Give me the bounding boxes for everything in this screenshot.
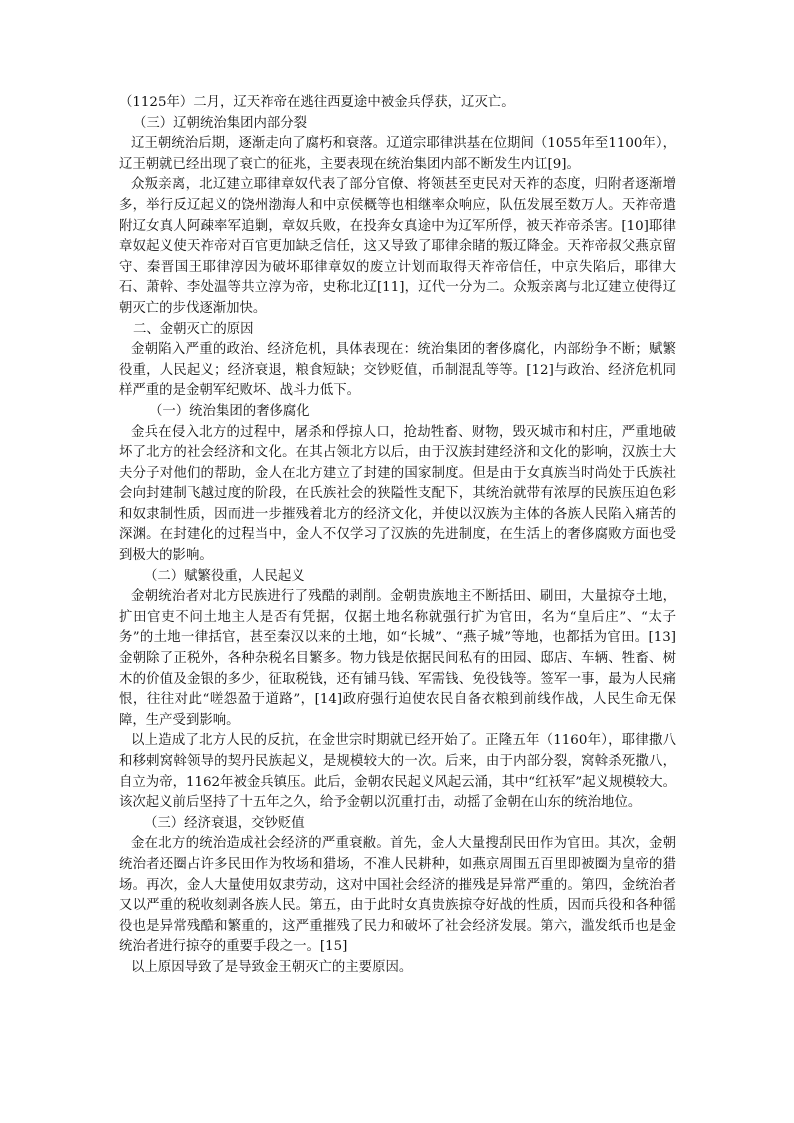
paragraph: 辽王朝统治后期，逐渐走向了腐朽和衰落。辽道宗耶律洪基在位期间（1055年至1100年），辽王朝就已经出现了衰亡的征兆，主要表现在统治集团内部不断发生内讧[9]。	[119, 136, 676, 172]
section-heading: （三）经济衰退，交钞贬值	[144, 815, 305, 831]
paragraph: 以上造成了北方人民的反抗，在金世宗时期就已经开始了。正隆五年（1160年），耶律撒八和移剌窝斡领导的契丹民族起义，是规模较大的一次。后来，由于内部分裂，窝斡杀死撒八，自立为帝，1162年被金兵镇压。此后，金朝农民起义风起云涌，其中“红袄军”起义规模较大。该次起义前后坚持了十五年之久，给予金朝以沉重打击，动摇了金朝在山东的统治地位。	[119, 733, 676, 811]
section-heading: （二）赋繁役重，人民起义	[144, 568, 305, 584]
paragraph: 金朝统治者对北方民族进行了残酷的剥削。金朝贵族地主不断括田、刷田，大量掠夺土地，扩田官吏不问土地主人是否有凭据，仅据土地名称就强行扩为官田，名为“皇后庄”、“太子务”的土地一律括官，甚至秦汉以来的土地，如“长城”、“燕子城”等地，也都括为官田。[13]金朝除了正税外，各种杂税名目繁多。物力钱是依据民间私有的田园、邸店、车辆、牲畜、树木的价值及金银的多少，征取税钱，还有铺马钱、军需钱、免役钱等。签军一事，最为人民痛恨，往往对此“嗟怨盈于道路”，[14]政府强行迫使农民自备衣粮到前线作战，人民生命无保障，生产受到影响。	[119, 589, 676, 728]
paragraph: 金兵在侵入北方的过程中，屠杀和俘掠人口，抢劫牲畜、财物，毁灭城市和村庄，严重地破坏了北方的社会经济和文化。在其占领北方以后，由于汉族封建经济和文化的影响，汉族士大夫分子对他们的帮助，金人在北方建立了封建的国家制度。但是由于女真族当时尚处于氏族社会向封建制飞越过度的阶段，在氏族社会的狭隘性支配下，其统治就带有浓厚的民族压迫色彩和奴隶制性质，因而进一步摧残着北方的经济文化，并使以汉族为主体的各族人民陷入痛苦的深渊。在封建化的过程当中，金人不仅学习了汉族的先进制度，在生活上的奢侈腐败方面也受到极大的影响。	[119, 424, 676, 564]
document-body	[119, 93, 676, 979]
paragraph: （1125年）二月，辽天祚帝在逃往西夏途中被金兵俘获，辽灭亡。	[119, 95, 515, 110]
paragraph: 金在北方的统治造成社会经济的严重衰敝。首先，金人大量搜刮民田作为官田。其次，金朝统治者还圈占许多民田作为牧场和猎场，不准人民耕种，如燕京周围五百里即被圈为皇帝的猎场。再次，金人大量使用奴隶劳动，这对中国社会经济的摧残是异常严重的。第四，金统治者又以严重的税收刻剥各族人民。第五，由于此时女真贵族掠夺好战的性质，因而兵役和各种徭役也是异常残酷和繁重的，这严重摧残了民力和破坏了社会经济发展。第六，滥发纸币也是金统治者进行掠夺的重要手段之一。[15]	[119, 836, 676, 955]
paragraph: 以上原因导致了是导致金王朝灭亡的主要原因。	[131, 959, 413, 975]
paragraph: 金朝陷入严重的政治、经济危机，具体表现在：统治集团的奢侈腐化，内部纷争不断；赋繁役重，人民起义；经济衰退，粮食短缺；交钞贬值，币制混乱等等。[12]与政治、经济危机同样严重的是金朝军纪败坏、战斗力低下。	[119, 342, 676, 399]
section-heading: （一）统治集团的奢侈腐化	[149, 403, 310, 419]
paragraph: 众叛亲离，北辽建立耶律章奴代表了部分官僚、将领甚至吏民对天祚的态度，归附者逐渐增多，举行反辽起义的饶州渤海人和中京侯概等也相继率众响应，队伍发展至数万人。天祚帝遣附辽女真人阿疎率军追剿，章奴兵败，在投奔女真途中为辽军所俘，被天祚帝杀害。[10]耶律章奴起义使天祚帝对百官更加缺乏信任，这又导致了耶律余睹的叛辽降金。天祚帝叔父燕京留守、秦晋国王耶律淳因为破坏耶律章奴的废立计划而取得天祚帝信任，中京失陷后，耶律大石、萧幹、李处温等共立淳为帝，史称北辽[11]，辽代一分为二。众叛亲离与北辽建立使得辽朝灭亡的步伐逐渐加快。	[119, 177, 676, 316]
chapter-heading: 二、金朝灭亡的原因	[133, 321, 254, 337]
section-heading: （三）辽朝统治集团内部分裂	[133, 115, 308, 131]
